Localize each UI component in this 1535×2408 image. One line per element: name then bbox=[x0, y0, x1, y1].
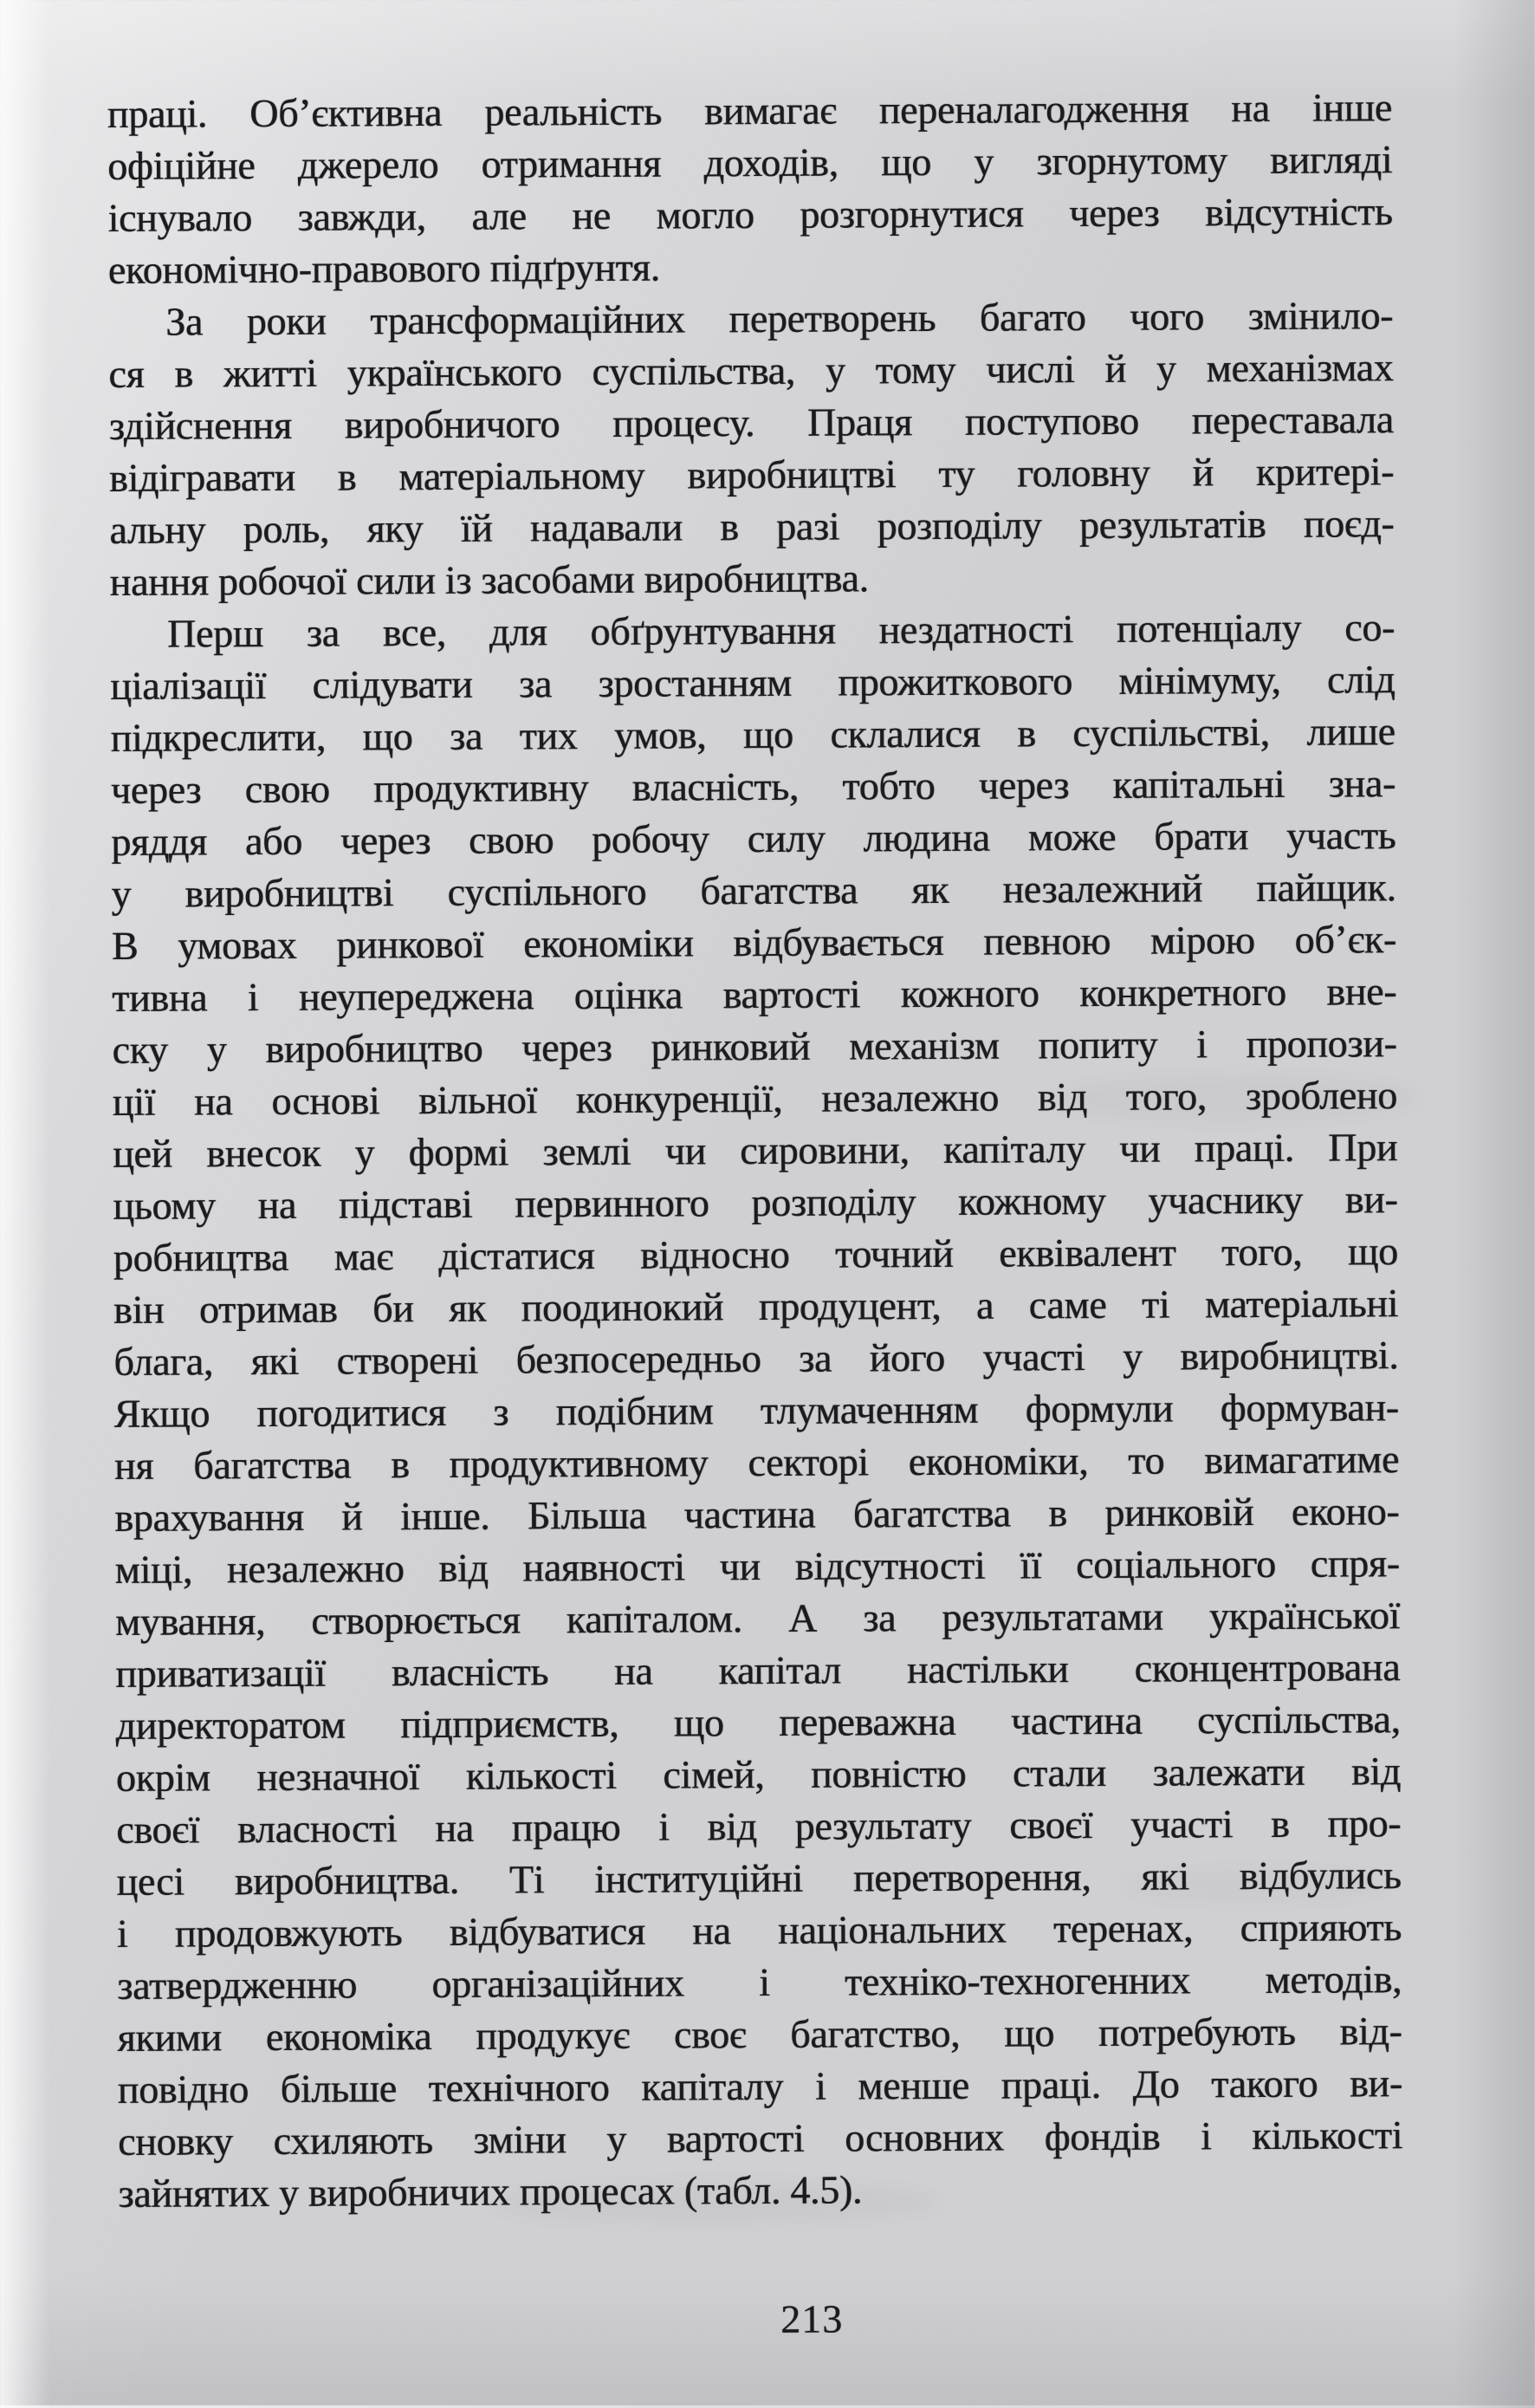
text-line: блага, які створені безпосередньо за його участі у виробництві. bbox=[113, 1333, 1399, 1384]
text-line: директоратом підприємств, що переважна частина суспільства, bbox=[115, 1697, 1401, 1748]
text-line: відігравати в матеріальному виробництві ту головну й критері- bbox=[108, 449, 1395, 500]
text-line: приватизації власність на капітал настільки сконцентрована bbox=[115, 1645, 1401, 1696]
text-line: економічно-правового підґрунтя. bbox=[107, 244, 660, 292]
text-line: зайнятих у виробничих процесах (табл. 4.5). bbox=[118, 2167, 863, 2216]
paragraph bbox=[108, 289, 1395, 608]
text-line: ску у виробництво через ринковий механізм попиту і пропози- bbox=[112, 1021, 1397, 1072]
text-line: ціалізації слідувати за зростанням прожиткового мінімуму, слід bbox=[110, 657, 1396, 708]
paragraph bbox=[107, 81, 1393, 296]
text-line: мування, створюється капіталом. А за результатами української bbox=[114, 1593, 1401, 1644]
text-line: В умовах ринкової економіки відбувається певною мірою об’єк- bbox=[111, 917, 1397, 968]
text-line: робництва має дістатися відносно точний еквівалент того, що bbox=[113, 1229, 1398, 1280]
text-line: ся в житті українського суспільства, у тому числі й у механізмах bbox=[108, 345, 1394, 396]
text-line: ряддя або через свою робочу силу людина може брати участь bbox=[111, 813, 1396, 864]
text-line: здійснення виробничого процесу. Праця поступово переставала bbox=[108, 397, 1394, 448]
text-line: ції на основі вільної конкуренції, незалежно від того, зроблено bbox=[112, 1073, 1397, 1124]
text-line: якими економіка продукує своє багатство, що потребують від- bbox=[117, 2009, 1402, 2060]
text-line: Перш за все, для обґрунтування нездатності потенціалу со- bbox=[166, 605, 1396, 656]
text-line: цьому на підставі первинного розподілу кожному учаснику ви- bbox=[113, 1177, 1398, 1228]
text-line: офіційне джерело отримання доходів, що у згорнутому вигляді bbox=[107, 137, 1393, 188]
text-line: праці. Об’єктивна реальність вимагає переналагодження на інше bbox=[107, 85, 1392, 136]
text-line: нання робочої сили із засобами виробництва. bbox=[109, 555, 869, 604]
paragraph bbox=[110, 601, 1403, 2220]
text-line: своєї власності на працю і від результату своєї участі в про- bbox=[116, 1801, 1402, 1852]
text-line: він отримав би як поодинокий продуцент, а саме ті матеріальні bbox=[113, 1281, 1399, 1332]
text-line: цесі виробництва. Ті інституційні перетворення, які відбулись bbox=[116, 1853, 1402, 1904]
text-line: окрім незначної кількості сімей, повністю стали залежати від bbox=[115, 1749, 1402, 1800]
text-line: і продовжують відбуватися на національних теренах, сприяють bbox=[116, 1905, 1402, 1956]
text-line: через свою продуктивну власність, тобто через капітальні зна- bbox=[110, 761, 1396, 812]
text-line: врахування й інше. Більша частина багатства в ринковій еконо- bbox=[114, 1489, 1400, 1540]
text-line: цей внесок у формі землі чи сировини, капіталу чи праці. При bbox=[113, 1125, 1398, 1176]
text-line: затвердженню організаційних і техніко-техногенних методів, bbox=[117, 1957, 1402, 2008]
text-line: альну роль, яку їй надавали в разі розподілу результатів поєд- bbox=[109, 501, 1395, 552]
text-line: повідно більше технічного капіталу і менше праці. До такого ви- bbox=[117, 2061, 1402, 2112]
text-column bbox=[107, 81, 1403, 2220]
text-line: у виробництві суспільного багатства як незалежний пайщик. bbox=[111, 865, 1396, 916]
text-line: тивна і неупереджена оцінка вартості кожного конкретного вне- bbox=[112, 969, 1397, 1020]
text-line: ня багатства в продуктивному секторі економіки, то вимагатиме bbox=[113, 1437, 1400, 1488]
text-line: міці, незалежно від наявності чи відсутності її соціального спря- bbox=[114, 1541, 1400, 1592]
text-line: підкреслити, що за тих умов, що склалися в суспільстві, лише bbox=[110, 709, 1396, 760]
text-line: сновку схиляють зміни у вартості основних фондів і кількості bbox=[117, 2113, 1403, 2164]
text-line: Якщо погодитися з подібним тлумаченням формули формуван- bbox=[113, 1385, 1399, 1436]
text-line: За роки трансформаційних перетворень багато чого змінило- bbox=[165, 293, 1394, 344]
text-line: існувало завжди, але не могло розгорнутися через відсутність bbox=[107, 189, 1393, 240]
page-number: 213 bbox=[780, 2296, 844, 2341]
